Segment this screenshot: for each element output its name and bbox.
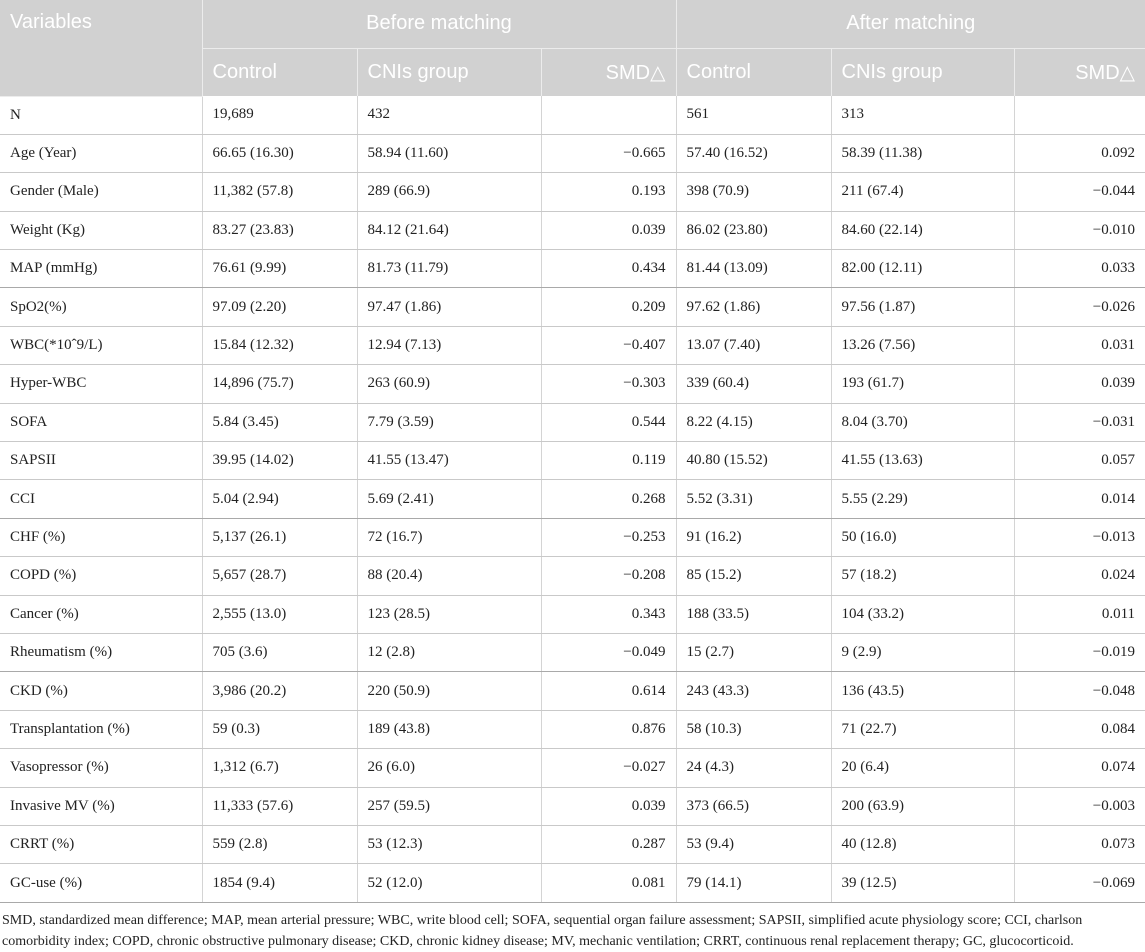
after-smd-cell: −0.044 <box>1014 173 1145 211</box>
before-cnis-cell: 5.69 (2.41) <box>357 480 541 518</box>
before-smd-cell: −0.208 <box>541 557 676 595</box>
before-cnis-cell: 53 (12.3) <box>357 825 541 863</box>
after-cnis-cell: 40 (12.8) <box>831 825 1014 863</box>
table-row <box>0 864 1145 902</box>
after-cnis-cell: 20 (6.4) <box>831 749 1014 787</box>
table-row <box>0 595 1145 633</box>
before-control-cell: 3,986 (20.2) <box>202 672 357 710</box>
variable-cell: Transplantation (%) <box>0 710 202 748</box>
after-control-cell: 79 (14.1) <box>676 864 831 902</box>
before-cnis-cell: 289 (66.9) <box>357 173 541 211</box>
table-row <box>0 134 1145 172</box>
before-smd-cell: −0.303 <box>541 365 676 403</box>
before-control-cell: 11,333 (57.6) <box>202 787 357 825</box>
after-smd-cell: 0.033 <box>1014 250 1145 288</box>
before-control-cell: 5.04 (2.94) <box>202 480 357 518</box>
after-smd-cell: 0.074 <box>1014 749 1145 787</box>
before-cnis-cell: 12.94 (7.13) <box>357 326 541 364</box>
after-control-cell: 24 (4.3) <box>676 749 831 787</box>
table-row <box>0 480 1145 518</box>
after-control-cell: 97.62 (1.86) <box>676 288 831 326</box>
table-row <box>0 250 1145 288</box>
before-smd-cell: 0.614 <box>541 672 676 710</box>
after-smd-cell: 0.024 <box>1014 557 1145 595</box>
after-control-cell: 188 (33.5) <box>676 595 831 633</box>
after-cnis-cell: 136 (43.5) <box>831 672 1014 710</box>
table-row <box>0 288 1145 326</box>
after-control-cell: 91 (16.2) <box>676 518 831 556</box>
after-control-cell: 339 (60.4) <box>676 365 831 403</box>
after-cnis-cell: 104 (33.2) <box>831 595 1014 633</box>
after-control-cell: 561 <box>676 96 831 134</box>
header-row-groups <box>0 0 1145 48</box>
before-control-cell: 5,137 (26.1) <box>202 518 357 556</box>
before-control-cell: 11,382 (57.8) <box>202 173 357 211</box>
after-cnis-cell: 211 (67.4) <box>831 173 1014 211</box>
before-control-cell: 1,312 (6.7) <box>202 749 357 787</box>
variable-cell: CCI <box>0 480 202 518</box>
before-smd-header: SMD△ <box>541 48 676 96</box>
variable-cell: Invasive MV (%) <box>0 787 202 825</box>
after-cnis-cell: 13.26 (7.56) <box>831 326 1014 364</box>
before-control-cell: 97.09 (2.20) <box>202 288 357 326</box>
after-cnis-cell: 58.39 (11.38) <box>831 134 1014 172</box>
before-cnis-cell: 12 (2.8) <box>357 633 541 671</box>
before-smd-cell: −0.253 <box>541 518 676 556</box>
before-control-header: Control <box>202 48 357 96</box>
before-smd-cell: 0.287 <box>541 825 676 863</box>
before-smd-cell: 0.876 <box>541 710 676 748</box>
after-cnis-cell: 200 (63.9) <box>831 787 1014 825</box>
variable-cell: Cancer (%) <box>0 595 202 633</box>
before-control-cell: 14,896 (75.7) <box>202 365 357 403</box>
before-control-cell: 59 (0.3) <box>202 710 357 748</box>
variable-cell: CKD (%) <box>0 672 202 710</box>
before-control-cell: 76.61 (9.99) <box>202 250 357 288</box>
after-smd-cell: −0.069 <box>1014 864 1145 902</box>
before-cnis-cell: 220 (50.9) <box>357 672 541 710</box>
after-control-cell: 15 (2.7) <box>676 633 831 671</box>
before-control-cell: 5,657 (28.7) <box>202 557 357 595</box>
table-row <box>0 403 1145 441</box>
table-row <box>0 633 1145 671</box>
after-smd-cell: 0.031 <box>1014 326 1145 364</box>
after-control-cell: 13.07 (7.40) <box>676 326 831 364</box>
before-smd-cell: 0.193 <box>541 173 676 211</box>
before-control-cell: 83.27 (23.83) <box>202 211 357 249</box>
before-smd-cell: 0.343 <box>541 595 676 633</box>
before-control-cell: 559 (2.8) <box>202 825 357 863</box>
before-smd-cell: 0.268 <box>541 480 676 518</box>
variable-cell: SOFA <box>0 403 202 441</box>
after-control-cell: 86.02 (23.80) <box>676 211 831 249</box>
before-cnis-cell: 52 (12.0) <box>357 864 541 902</box>
table-row <box>0 96 1145 134</box>
before-cnis-cell: 432 <box>357 96 541 134</box>
after-smd-cell: 0.084 <box>1014 710 1145 748</box>
before-cnis-cell: 257 (59.5) <box>357 787 541 825</box>
table-row <box>0 211 1145 249</box>
after-cnis-cell: 193 (61.7) <box>831 365 1014 403</box>
after-control-header: Control <box>676 48 831 96</box>
variable-cell: Gender (Male) <box>0 173 202 211</box>
after-control-cell: 81.44 (13.09) <box>676 250 831 288</box>
table-row <box>0 518 1145 556</box>
before-cnis-cell: 263 (60.9) <box>357 365 541 403</box>
after-smd-cell: 0.073 <box>1014 825 1145 863</box>
after-cnis-cell: 8.04 (3.70) <box>831 403 1014 441</box>
before-smd-cell: 0.039 <box>541 211 676 249</box>
before-smd-cell: −0.049 <box>541 633 676 671</box>
before-cnis-cell: 26 (6.0) <box>357 749 541 787</box>
table-row <box>0 365 1145 403</box>
before-cnis-cell: 58.94 (11.60) <box>357 134 541 172</box>
after-control-cell: 40.80 (15.52) <box>676 442 831 480</box>
after-smd-cell: −0.031 <box>1014 403 1145 441</box>
before-control-cell: 5.84 (3.45) <box>202 403 357 441</box>
after-control-cell: 85 (15.2) <box>676 557 831 595</box>
after-control-cell: 373 (66.5) <box>676 787 831 825</box>
table-row <box>0 442 1145 480</box>
before-control-cell: 19,689 <box>202 96 357 134</box>
after-smd-cell <box>1014 96 1145 134</box>
after-smd-cell: 0.057 <box>1014 442 1145 480</box>
after-control-cell: 8.22 (4.15) <box>676 403 831 441</box>
before-cnis-cell: 123 (28.5) <box>357 595 541 633</box>
variable-cell: SpO2(%) <box>0 288 202 326</box>
variable-cell: Rheumatism (%) <box>0 633 202 671</box>
after-smd-cell: 0.014 <box>1014 480 1145 518</box>
after-cnis-cell: 5.55 (2.29) <box>831 480 1014 518</box>
table-row <box>0 749 1145 787</box>
before-cnis-cell: 189 (43.8) <box>357 710 541 748</box>
variable-cell: Hyper-WBC <box>0 365 202 403</box>
before-control-cell: 1854 (9.4) <box>202 864 357 902</box>
variable-cell: Vasopressor (%) <box>0 749 202 787</box>
after-cnis-cell: 97.56 (1.87) <box>831 288 1014 326</box>
after-smd-cell: 0.092 <box>1014 134 1145 172</box>
before-cnis-cell: 97.47 (1.86) <box>357 288 541 326</box>
after-cnis-cell: 50 (16.0) <box>831 518 1014 556</box>
variable-cell: MAP (mmHg) <box>0 250 202 288</box>
variable-cell: Weight (Kg) <box>0 211 202 249</box>
after-smd-cell: −0.003 <box>1014 787 1145 825</box>
table-row <box>0 710 1145 748</box>
after-smd-cell: 0.011 <box>1014 595 1145 633</box>
before-smd-cell: 0.209 <box>541 288 676 326</box>
after-cnis-cell: 313 <box>831 96 1014 134</box>
before-matching-header: Before matching <box>202 0 676 48</box>
before-cnis-cell: 84.12 (21.64) <box>357 211 541 249</box>
before-cnis-cell: 72 (16.7) <box>357 518 541 556</box>
before-smd-cell <box>541 96 676 134</box>
after-cnis-cell: 57 (18.2) <box>831 557 1014 595</box>
table-row <box>0 173 1145 211</box>
before-smd-cell: −0.665 <box>541 134 676 172</box>
after-cnis-cell: 9 (2.9) <box>831 633 1014 671</box>
before-cnis-header: CNIs group <box>357 48 541 96</box>
before-cnis-cell: 41.55 (13.47) <box>357 442 541 480</box>
after-control-cell: 58 (10.3) <box>676 710 831 748</box>
before-smd-cell: 0.039 <box>541 787 676 825</box>
before-smd-cell: 0.544 <box>541 403 676 441</box>
table-body <box>0 96 1145 902</box>
before-smd-cell: 0.119 <box>541 442 676 480</box>
after-control-cell: 5.52 (3.31) <box>676 480 831 518</box>
after-cnis-cell: 82.00 (12.11) <box>831 250 1014 288</box>
before-cnis-cell: 81.73 (11.79) <box>357 250 541 288</box>
after-cnis-cell: 71 (22.7) <box>831 710 1014 748</box>
before-control-cell: 66.65 (16.30) <box>202 134 357 172</box>
table-row <box>0 825 1145 863</box>
before-control-cell: 2,555 (13.0) <box>202 595 357 633</box>
table-row <box>0 672 1145 710</box>
table-row <box>0 326 1145 364</box>
table-row <box>0 557 1145 595</box>
before-control-cell: 705 (3.6) <box>202 633 357 671</box>
after-smd-cell: −0.013 <box>1014 518 1145 556</box>
after-smd-header: SMD△ <box>1014 48 1145 96</box>
after-control-cell: 243 (43.3) <box>676 672 831 710</box>
before-smd-cell: 0.434 <box>541 250 676 288</box>
after-smd-cell: −0.026 <box>1014 288 1145 326</box>
after-control-cell: 53 (9.4) <box>676 825 831 863</box>
variable-cell: WBC(*10ˆ9/L) <box>0 326 202 364</box>
before-smd-cell: −0.407 <box>541 326 676 364</box>
after-matching-header: After matching <box>676 0 1145 48</box>
variable-cell: CRRT (%) <box>0 825 202 863</box>
variable-cell: Age (Year) <box>0 134 202 172</box>
after-smd-cell: −0.019 <box>1014 633 1145 671</box>
after-control-cell: 398 (70.9) <box>676 173 831 211</box>
before-control-cell: 39.95 (14.02) <box>202 442 357 480</box>
table-footnote: SMD, standardized mean difference; MAP, mean arterial pressure; WBC, write blood cell; SOFA, sequential organ failure assessment; SAPSII, simplified acute physiology score; CCI, charlson comorbidity index; COPD, chronic obstructive pulmonary disease; CKD, chronic kidney disease; MV, mechanic ventilation; CRRT, continuous renal replacement therapy; GC, glucocorticoid. <box>2 912 1083 949</box>
variable-cell: N <box>0 96 202 134</box>
after-cnis-cell: 84.60 (22.14) <box>831 211 1014 249</box>
variables-header: Variables <box>0 0 202 96</box>
after-cnis-cell: 39 (12.5) <box>831 864 1014 902</box>
variable-cell: SAPSII <box>0 442 202 480</box>
table-header <box>0 0 1145 96</box>
before-control-cell: 15.84 (12.32) <box>202 326 357 364</box>
after-control-cell: 57.40 (16.52) <box>676 134 831 172</box>
variable-cell: CHF (%) <box>0 518 202 556</box>
before-cnis-cell: 7.79 (3.59) <box>357 403 541 441</box>
after-smd-cell: −0.010 <box>1014 211 1145 249</box>
variable-cell: GC-use (%) <box>0 864 202 902</box>
after-cnis-cell: 41.55 (13.63) <box>831 442 1014 480</box>
before-smd-cell: 0.081 <box>541 864 676 902</box>
variable-cell: COPD (%) <box>0 557 202 595</box>
after-smd-cell: 0.039 <box>1014 365 1145 403</box>
before-cnis-cell: 88 (20.4) <box>357 557 541 595</box>
after-cnis-header: CNIs group <box>831 48 1014 96</box>
table-row <box>0 787 1145 825</box>
before-smd-cell: −0.027 <box>541 749 676 787</box>
after-smd-cell: −0.048 <box>1014 672 1145 710</box>
